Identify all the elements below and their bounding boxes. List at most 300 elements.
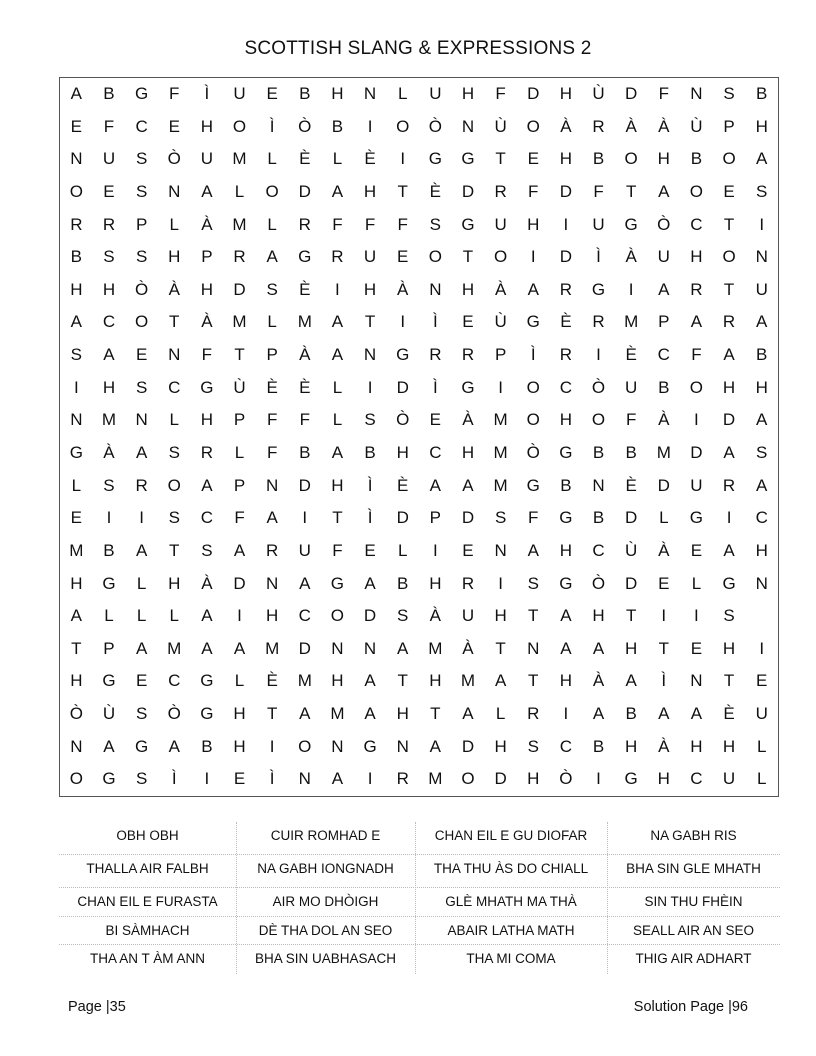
grid-letter[interactable]: P [494, 345, 507, 365]
grid-letter[interactable]: A [462, 475, 474, 495]
grid-letter[interactable]: H [722, 638, 736, 658]
grid-letter[interactable]: H [690, 247, 703, 267]
grid-letter[interactable]: D [298, 181, 311, 201]
grid-letter[interactable]: H [461, 279, 475, 299]
grid-letter[interactable]: N [527, 638, 540, 658]
grid-letter[interactable]: D [461, 181, 475, 201]
grid-letter[interactable]: S [527, 573, 539, 593]
grid-letter[interactable]: C [690, 214, 703, 234]
grid-letter[interactable]: G [526, 312, 540, 332]
grid-letter[interactable]: B [625, 704, 637, 724]
grid-letter[interactable]: T [266, 704, 278, 724]
grid-letter[interactable]: N [168, 345, 181, 365]
grid-letter[interactable]: N [266, 475, 279, 495]
grid-letter[interactable]: N [396, 736, 409, 756]
grid-letter[interactable]: I [759, 214, 765, 234]
grid-letter[interactable]: A [690, 312, 703, 332]
grid-letter[interactable]: F [495, 84, 506, 103]
grid-letter[interactable]: È [429, 181, 442, 201]
grid-letter[interactable]: H [559, 149, 573, 169]
grid-letter[interactable]: H [429, 671, 442, 691]
grid-letter[interactable]: R [592, 116, 605, 136]
grid-letter[interactable]: N [429, 279, 442, 299]
grid-letter[interactable]: O [167, 475, 181, 495]
grid-letter[interactable]: A [560, 638, 572, 658]
grid-letter[interactable]: A [625, 671, 637, 691]
grid-letter[interactable]: E [462, 312, 474, 332]
grid-letter[interactable]: G [559, 443, 573, 462]
grid-letter[interactable]: S [103, 247, 115, 267]
grid-letter[interactable]: O [134, 312, 149, 332]
grid-letter[interactable]: H [527, 214, 540, 234]
grid-letter[interactable]: H [331, 84, 344, 103]
grid-letter[interactable]: Ì [530, 345, 536, 365]
grid-letter[interactable]: M [460, 671, 476, 691]
grid-letter[interactable]: D [559, 181, 573, 201]
grid-letter[interactable]: E [233, 769, 246, 789]
grid-letter[interactable]: L [332, 410, 343, 430]
grid-letter[interactable]: S [135, 181, 148, 201]
grid-letter[interactable]: R [429, 345, 442, 365]
grid-letter[interactable]: D [625, 508, 638, 528]
grid-letter[interactable]: Ò [396, 410, 410, 430]
grid-letter[interactable]: D [396, 508, 409, 528]
grid-letter[interactable]: N [461, 116, 475, 136]
grid-letter[interactable]: H [559, 671, 573, 691]
grid-letter[interactable]: H [200, 116, 214, 136]
grid-letter[interactable]: L [659, 508, 669, 528]
grid-letter[interactable]: C [657, 345, 670, 365]
grid-letter[interactable]: E [168, 116, 180, 136]
grid-letter[interactable]: D [657, 475, 670, 495]
grid-letter[interactable]: R [722, 312, 736, 332]
grid-letter[interactable]: D [690, 443, 703, 462]
grid-letter[interactable]: L [267, 312, 277, 332]
grid-letter[interactable]: N [70, 149, 83, 169]
grid-letter[interactable]: N [266, 573, 279, 593]
grid-letter[interactable]: S [70, 345, 83, 365]
grid-letter[interactable]: G [200, 704, 214, 724]
grid-letter[interactable]: F [528, 181, 539, 201]
grid-letter[interactable]: B [299, 84, 311, 103]
grid-letter[interactable]: Ù [625, 540, 638, 560]
grid-letter[interactable]: A [331, 181, 344, 201]
grid-letter[interactable]: M [232, 149, 247, 169]
grid-letter[interactable]: B [756, 345, 768, 365]
grid-letter[interactable]: E [690, 540, 703, 560]
grid-letter[interactable]: D [396, 377, 409, 397]
grid-letter[interactable]: Ì [171, 769, 177, 789]
grid-letter[interactable]: I [204, 769, 210, 789]
grid-letter[interactable]: M [297, 312, 312, 332]
grid-letter[interactable]: H [331, 671, 344, 691]
grid-letter[interactable]: G [526, 475, 540, 495]
grid-letter[interactable]: H [70, 279, 83, 299]
grid-letter[interactable]: Ì [432, 377, 438, 397]
grid-letter[interactable]: A [201, 606, 213, 626]
grid-letter[interactable]: L [397, 84, 408, 103]
grid-letter[interactable]: A [756, 475, 768, 495]
grid-letter[interactable]: A [723, 345, 735, 365]
grid-letter[interactable]: T [364, 312, 376, 332]
grid-letter[interactable]: À [429, 606, 442, 626]
grid-letter[interactable]: N [494, 540, 507, 560]
grid-letter[interactable]: I [367, 769, 373, 789]
grid-letter[interactable]: E [690, 638, 703, 658]
grid-letter[interactable]: B [690, 149, 703, 169]
grid-letter[interactable]: F [691, 345, 702, 365]
grid-letter[interactable]: I [694, 410, 699, 430]
grid-letter[interactable]: À [201, 312, 213, 332]
grid-letter[interactable]: G [134, 84, 149, 103]
grid-letter[interactable]: A [103, 345, 115, 365]
grid-letter[interactable]: T [625, 181, 637, 201]
grid-letter[interactable]: C [168, 671, 181, 691]
grid-letter[interactable]: È [397, 475, 409, 495]
grid-letter[interactable]: O [624, 149, 638, 169]
grid-letter[interactable]: I [726, 508, 732, 528]
grid-letter[interactable]: A [527, 279, 539, 299]
grid-letter[interactable]: B [592, 508, 605, 528]
grid-letter[interactable]: D [233, 573, 246, 593]
grid-letter[interactable]: U [657, 247, 670, 267]
grid-letter[interactable]: P [266, 345, 278, 365]
grid-letter[interactable]: A [70, 84, 83, 103]
grid-letter[interactable]: A [658, 181, 670, 201]
grid-letter[interactable]: B [658, 377, 670, 397]
grid-letter[interactable]: L [267, 149, 277, 169]
grid-letter[interactable]: Ì [432, 312, 438, 332]
grid-letter[interactable]: S [135, 377, 148, 397]
grid-letter[interactable]: R [102, 214, 116, 234]
grid-letter[interactable]: T [234, 345, 245, 365]
grid-letter[interactable]: N [363, 84, 377, 103]
grid-letter[interactable]: È [266, 377, 278, 397]
grid-letter[interactable]: A [494, 671, 507, 691]
grid-letter[interactable]: H [657, 149, 670, 169]
grid-letter[interactable]: A [233, 540, 246, 560]
grid-letter[interactable]: È [625, 475, 637, 495]
grid-letter[interactable]: U [102, 149, 116, 169]
grid-letter[interactable]: U [298, 540, 311, 560]
grid-letter[interactable]: M [656, 443, 671, 462]
grid-letter[interactable]: U [690, 475, 703, 495]
grid-letter[interactable]: H [396, 704, 409, 724]
grid-letter[interactable]: H [559, 540, 573, 560]
grid-letter[interactable]: H [396, 443, 409, 462]
grid-letter[interactable]: A [723, 540, 735, 560]
grid-letter[interactable]: A [462, 704, 474, 724]
grid-letter[interactable]: N [70, 410, 83, 430]
grid-letter[interactable]: G [461, 377, 475, 397]
grid-letter[interactable]: I [498, 573, 503, 593]
grid-letter[interactable]: R [690, 279, 703, 299]
grid-letter[interactable]: T [723, 214, 735, 234]
grid-letter[interactable]: F [169, 84, 180, 103]
grid-letter[interactable]: È [560, 312, 572, 332]
grid-letter[interactable]: F [266, 410, 278, 430]
grid-letter[interactable]: G [559, 508, 573, 528]
grid-letter[interactable]: H [363, 279, 377, 299]
grid-letter[interactable]: G [591, 279, 606, 299]
grid-letter[interactable]: F [397, 214, 408, 234]
grid-letter[interactable]: T [495, 638, 506, 658]
grid-letter[interactable]: Ò [69, 704, 83, 724]
grid-letter[interactable]: L [234, 671, 245, 691]
grid-letter[interactable]: O [232, 116, 247, 136]
grid-letter[interactable]: S [397, 606, 409, 626]
grid-letter[interactable]: N [135, 410, 148, 430]
grid-letter[interactable]: A [364, 671, 376, 691]
grid-letter[interactable]: B [560, 475, 572, 495]
grid-letter[interactable]: S [135, 704, 148, 724]
grid-letter[interactable]: A [299, 573, 311, 593]
grid-letter[interactable]: È [299, 149, 311, 169]
grid-letter[interactable]: F [332, 214, 343, 234]
grid-letter[interactable]: L [332, 149, 343, 169]
grid-letter[interactable]: E [103, 181, 115, 201]
grid-letter[interactable]: L [495, 704, 506, 724]
grid-letter[interactable]: A [135, 638, 148, 658]
grid-letter[interactable]: B [592, 149, 605, 169]
grid-letter[interactable]: A [756, 312, 768, 332]
grid-letter[interactable]: S [429, 214, 442, 234]
grid-letter[interactable]: A [201, 181, 213, 201]
grid-letter[interactable]: Ò [526, 443, 540, 462]
grid-letter[interactable]: F [593, 181, 604, 201]
grid-letter[interactable]: G [200, 377, 214, 397]
grid-letter[interactable]: M [330, 704, 345, 724]
grid-letter[interactable]: G [689, 508, 704, 528]
grid-letter[interactable]: S [723, 606, 735, 626]
grid-letter[interactable]: R [135, 475, 148, 495]
grid-letter[interactable]: I [628, 279, 634, 299]
grid-letter[interactable]: H [722, 377, 736, 397]
grid-letter[interactable]: G [298, 247, 312, 267]
grid-letter[interactable]: R [461, 573, 475, 593]
grid-letter[interactable]: A [331, 769, 344, 789]
grid-letter[interactable]: T [658, 638, 669, 658]
grid-letter[interactable]: À [299, 345, 311, 365]
grid-letter[interactable]: R [559, 345, 573, 365]
grid-letter[interactable]: D [625, 573, 638, 593]
grid-letter[interactable]: R [298, 214, 311, 234]
grid-letter[interactable]: U [755, 704, 768, 724]
grid-letter[interactable]: S [494, 508, 507, 528]
grid-letter[interactable]: L [169, 214, 179, 234]
grid-letter[interactable]: I [432, 540, 438, 560]
grid-letter[interactable]: I [596, 345, 601, 365]
grid-letter[interactable]: Ì [367, 508, 373, 528]
grid-letter[interactable]: Ò [591, 573, 606, 593]
grid-letter[interactable]: R [70, 214, 83, 234]
grid-letter[interactable]: È [299, 279, 311, 299]
grid-letter[interactable]: À [658, 736, 670, 756]
grid-letter[interactable]: À [462, 638, 474, 658]
grid-letter[interactable]: A [331, 312, 344, 332]
grid-letter[interactable]: S [168, 443, 180, 462]
grid-letter[interactable]: U [363, 247, 377, 267]
grid-letter[interactable]: N [70, 736, 83, 756]
grid-letter[interactable]: Ì [269, 116, 275, 136]
grid-letter[interactable]: T [169, 540, 180, 560]
grid-letter[interactable]: O [526, 377, 540, 397]
grid-letter[interactable]: Ì [204, 84, 210, 103]
grid-letter[interactable]: A [331, 443, 344, 462]
grid-letter[interactable]: I [759, 638, 765, 658]
grid-letter[interactable]: H [363, 181, 377, 201]
grid-letter[interactable]: O [330, 606, 345, 626]
grid-letter[interactable]: O [689, 181, 704, 201]
grid-letter[interactable]: G [461, 149, 475, 169]
grid-letter[interactable]: E [723, 181, 735, 201]
grid-letter[interactable]: P [201, 247, 213, 267]
grid-letter[interactable]: F [266, 443, 278, 462]
grid-letter[interactable]: B [299, 443, 311, 462]
grid-letter[interactable]: T [332, 508, 343, 528]
grid-letter[interactable]: Ò [167, 149, 181, 169]
grid-letter[interactable]: T [528, 606, 539, 626]
grid-letter[interactable]: M [101, 410, 117, 430]
grid-letter[interactable]: U [494, 214, 507, 234]
grid-letter[interactable]: Ì [661, 671, 667, 691]
grid-letter[interactable]: P [233, 410, 246, 430]
grid-letter[interactable]: H [266, 606, 279, 626]
grid-letter[interactable]: M [69, 540, 84, 560]
grid-letter[interactable]: P [429, 508, 442, 528]
grid-letter[interactable]: È [266, 671, 278, 691]
grid-letter[interactable]: L [691, 573, 702, 593]
grid-letter[interactable]: S [723, 84, 735, 103]
grid-letter[interactable]: C [102, 312, 116, 332]
grid-letter[interactable]: H [690, 736, 703, 756]
grid-letter[interactable]: À [201, 573, 213, 593]
grid-letter[interactable]: O [265, 181, 279, 201]
grid-letter[interactable]: M [493, 410, 508, 430]
grid-letter[interactable]: H [755, 377, 768, 397]
grid-letter[interactable]: H [657, 769, 670, 789]
grid-letter[interactable]: È [364, 149, 376, 169]
grid-letter[interactable]: A [592, 638, 605, 658]
grid-letter[interactable]: I [400, 149, 406, 169]
grid-letter[interactable]: O [69, 769, 83, 789]
grid-letter[interactable]: H [168, 573, 181, 593]
grid-letter[interactable]: S [756, 443, 768, 462]
grid-letter[interactable]: O [526, 410, 540, 430]
grid-letter[interactable]: Ù [233, 377, 246, 397]
grid-letter[interactable]: M [624, 312, 639, 332]
grid-letter[interactable]: H [168, 247, 181, 267]
grid-letter[interactable]: L [267, 214, 277, 234]
grid-letter[interactable]: È [299, 377, 311, 397]
grid-letter[interactable]: C [200, 508, 214, 528]
grid-letter[interactable]: N [690, 671, 703, 691]
grid-letter[interactable]: M [265, 638, 280, 658]
grid-letter[interactable]: Ò [591, 377, 606, 397]
grid-letter[interactable]: Ì [367, 475, 373, 495]
grid-letter[interactable]: P [233, 475, 246, 495]
grid-letter[interactable]: G [559, 573, 573, 593]
grid-letter[interactable]: L [136, 606, 147, 626]
grid-letter[interactable]: D [625, 84, 638, 103]
grid-letter[interactable]: F [103, 116, 115, 136]
grid-letter[interactable]: G [461, 214, 475, 234]
grid-letter[interactable]: L [397, 540, 408, 560]
grid-letter[interactable]: G [134, 736, 149, 756]
grid-letter[interactable]: A [658, 279, 670, 299]
grid-letter[interactable]: I [237, 606, 242, 626]
grid-letter[interactable]: À [201, 214, 213, 234]
grid-letter[interactable]: L [332, 377, 343, 397]
grid-letter[interactable]: F [299, 410, 310, 430]
grid-letter[interactable]: M [297, 671, 312, 691]
grid-letter[interactable]: L [169, 606, 179, 626]
grid-letter[interactable]: A [331, 345, 344, 365]
grid-letter[interactable]: B [625, 443, 637, 462]
grid-letter[interactable]: Ù [494, 116, 507, 136]
grid-letter[interactable]: R [461, 345, 475, 365]
grid-letter[interactable]: T [462, 247, 474, 267]
grid-letter[interactable]: N [690, 84, 703, 103]
grid-letter[interactable]: F [332, 540, 343, 560]
grid-letter[interactable]: U [429, 84, 442, 103]
grid-letter[interactable]: R [722, 475, 736, 495]
grid-letter[interactable]: B [331, 116, 344, 136]
grid-letter[interactable]: S [168, 508, 180, 528]
grid-letter[interactable]: C [690, 769, 703, 789]
grid-letter[interactable]: A [135, 443, 148, 462]
grid-letter[interactable]: Ì [269, 769, 275, 789]
grid-letter[interactable]: À [462, 410, 474, 430]
grid-letter[interactable]: A [299, 704, 311, 724]
grid-letter[interactable]: À [658, 116, 670, 136]
grid-letter[interactable]: T [397, 671, 408, 691]
grid-letter[interactable]: A [560, 606, 572, 626]
grid-letter[interactable]: À [625, 116, 637, 136]
grid-letter[interactable]: S [201, 540, 213, 560]
grid-letter[interactable]: G [102, 671, 116, 691]
grid-letter[interactable]: M [167, 638, 182, 658]
grid-letter[interactable]: R [331, 247, 344, 267]
grid-letter[interactable]: S [756, 181, 768, 201]
grid-letter[interactable]: S [135, 247, 148, 267]
grid-letter[interactable]: B [592, 443, 605, 462]
grid-letter[interactable]: F [658, 84, 669, 103]
grid-letter[interactable]: A [266, 508, 278, 528]
grid-letter[interactable]: À [103, 443, 115, 462]
grid-letter[interactable]: M [232, 214, 247, 234]
grid-letter[interactable]: Ì [596, 247, 601, 267]
grid-letter[interactable]: I [367, 116, 373, 136]
grid-letter[interactable]: T [723, 279, 735, 299]
grid-letter[interactable]: C [559, 736, 573, 756]
grid-letter[interactable]: D [494, 769, 507, 789]
grid-letter[interactable]: A [723, 443, 735, 462]
grid-letter[interactable]: N [168, 181, 181, 201]
grid-letter[interactable]: H [233, 704, 246, 724]
grid-letter[interactable]: Ù [690, 116, 703, 136]
grid-letter[interactable]: L [756, 769, 767, 789]
grid-letter[interactable]: L [104, 606, 114, 626]
grid-letter[interactable]: L [136, 573, 147, 593]
grid-letter[interactable]: O [689, 377, 704, 397]
grid-letter[interactable]: À [625, 247, 637, 267]
grid-letter[interactable]: È [723, 704, 735, 724]
grid-letter[interactable]: A [658, 704, 670, 724]
grid-letter[interactable]: Ò [167, 704, 181, 724]
grid-letter[interactable]: L [756, 736, 767, 756]
grid-letter[interactable]: M [428, 769, 443, 789]
